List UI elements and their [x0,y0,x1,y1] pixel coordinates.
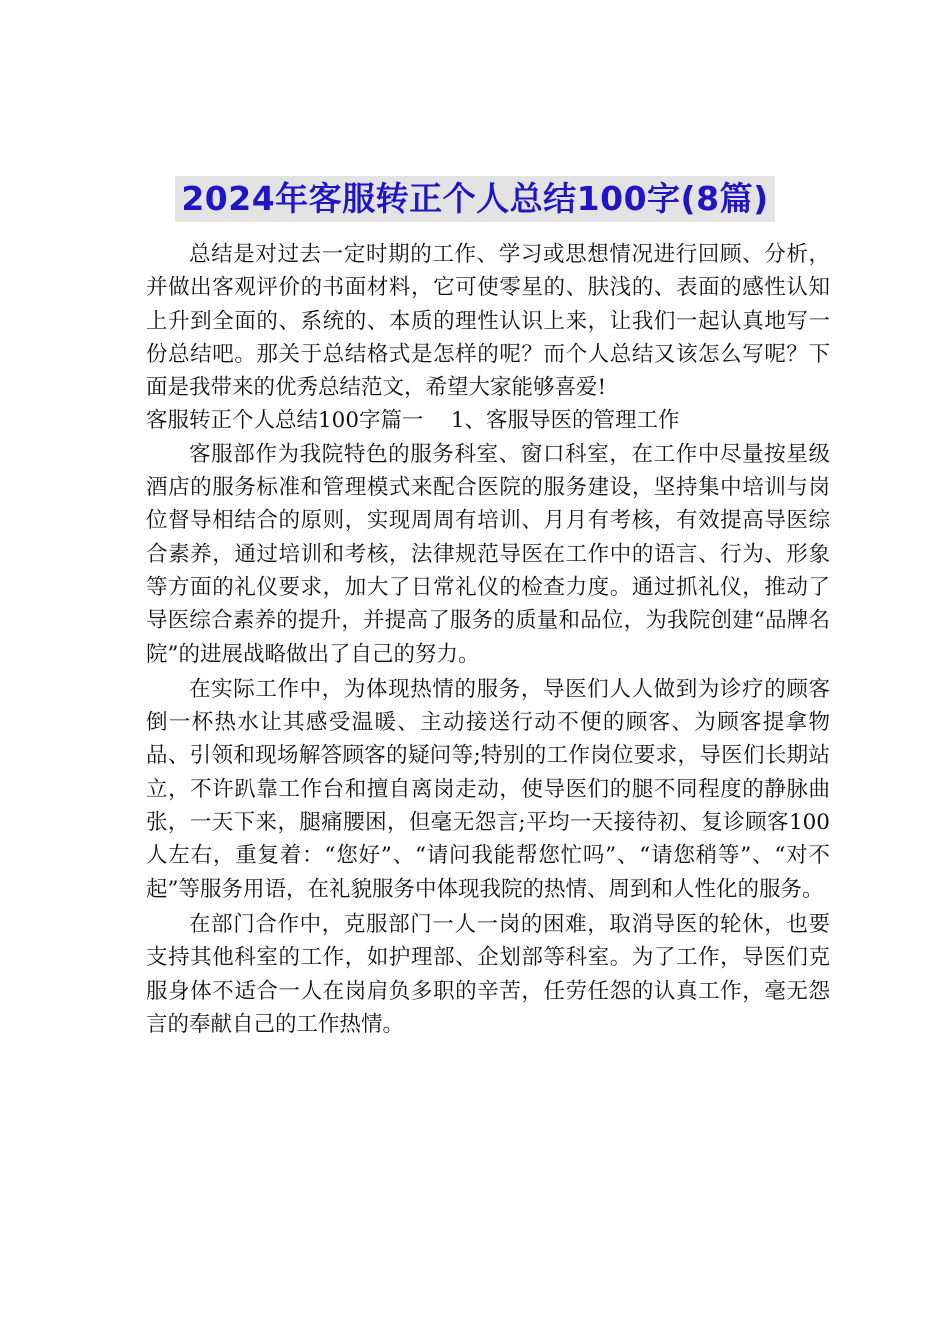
body-paragraph-2: 在实际工作中，为体现热情的服务，导医们人人做到为诊疗的顾客倒一杯热水让其感受温暖、主动接送行动不便的顾客、为顾客提拿物品、引领和现场解答顾客的疑问等;特别的工作岗位要求，导医们长期站立，不许趴靠工作台和擅自离岗走动，使导医们的腿不同程度的静脉曲张，一天下来，腿痛腰困，但毫无怨言;平均一天接待初、复诊顾客100人左右，重复着：“您好”、“请问我能帮您忙吗”、“请您稍等”、“对不起”等服务用语，在礼貌服务中体现我院的热情、周到和人性化的服务。 [146,676,830,902]
intro-paragraph: 总结是对过去一定时期的工作、学习或思想情况进行回顾、分析，并做出客观评价的书面材料，它可使零星的、肤浅的、表面的感性认知上升到全面的、系统的、本质的理性认识上来，让我们一起认真地写一份总结吧。那关于总结格式是怎样的呢？而个人总结又该怎么写呢？下面是我带来的优秀总结范文，希望大家能够喜爱! [146,242,830,401]
section-heading: 客服转正个人总结100字篇一 1、客服导医的管理工作 [146,408,680,434]
document-body [146,238,830,1041]
body-paragraph-1: 客服部作为我院特色的服务科室、窗口科室，在工作中尽量按星级酒店的服务标准和管理模式来配合医院的服务建设，坚持集中培训与岗位督导相结合的原则，实现周周有培训、月月有考核，有效提高导医综合素养，通过培训和考核，法律规范导医在工作中的语言、行为、形象等方面的礼仪要求，加大了日常礼仪的检查力度。通过抓礼仪，推动了导医综合素养的提升，并提高了服务的质量和品位，为我院创建“品牌名院”的进展战略做出了自己的努力。 [146,441,830,667]
title-container [0,176,950,222]
document-title: 2024年客服转正个人总结100字(8篇) [175,176,774,222]
body-paragraph-3: 在部门合作中，克服部门一人一岗的困难，取消导医的轮休，也要支持其他科室的工作，如护理部、企划部等科室。为了工作，导医们克服身体不适合一人在岗肩负多职的辛苦，任劳任怨的认真工作，毫无怨言的奉献自己的工作热情。 [146,911,830,1037]
